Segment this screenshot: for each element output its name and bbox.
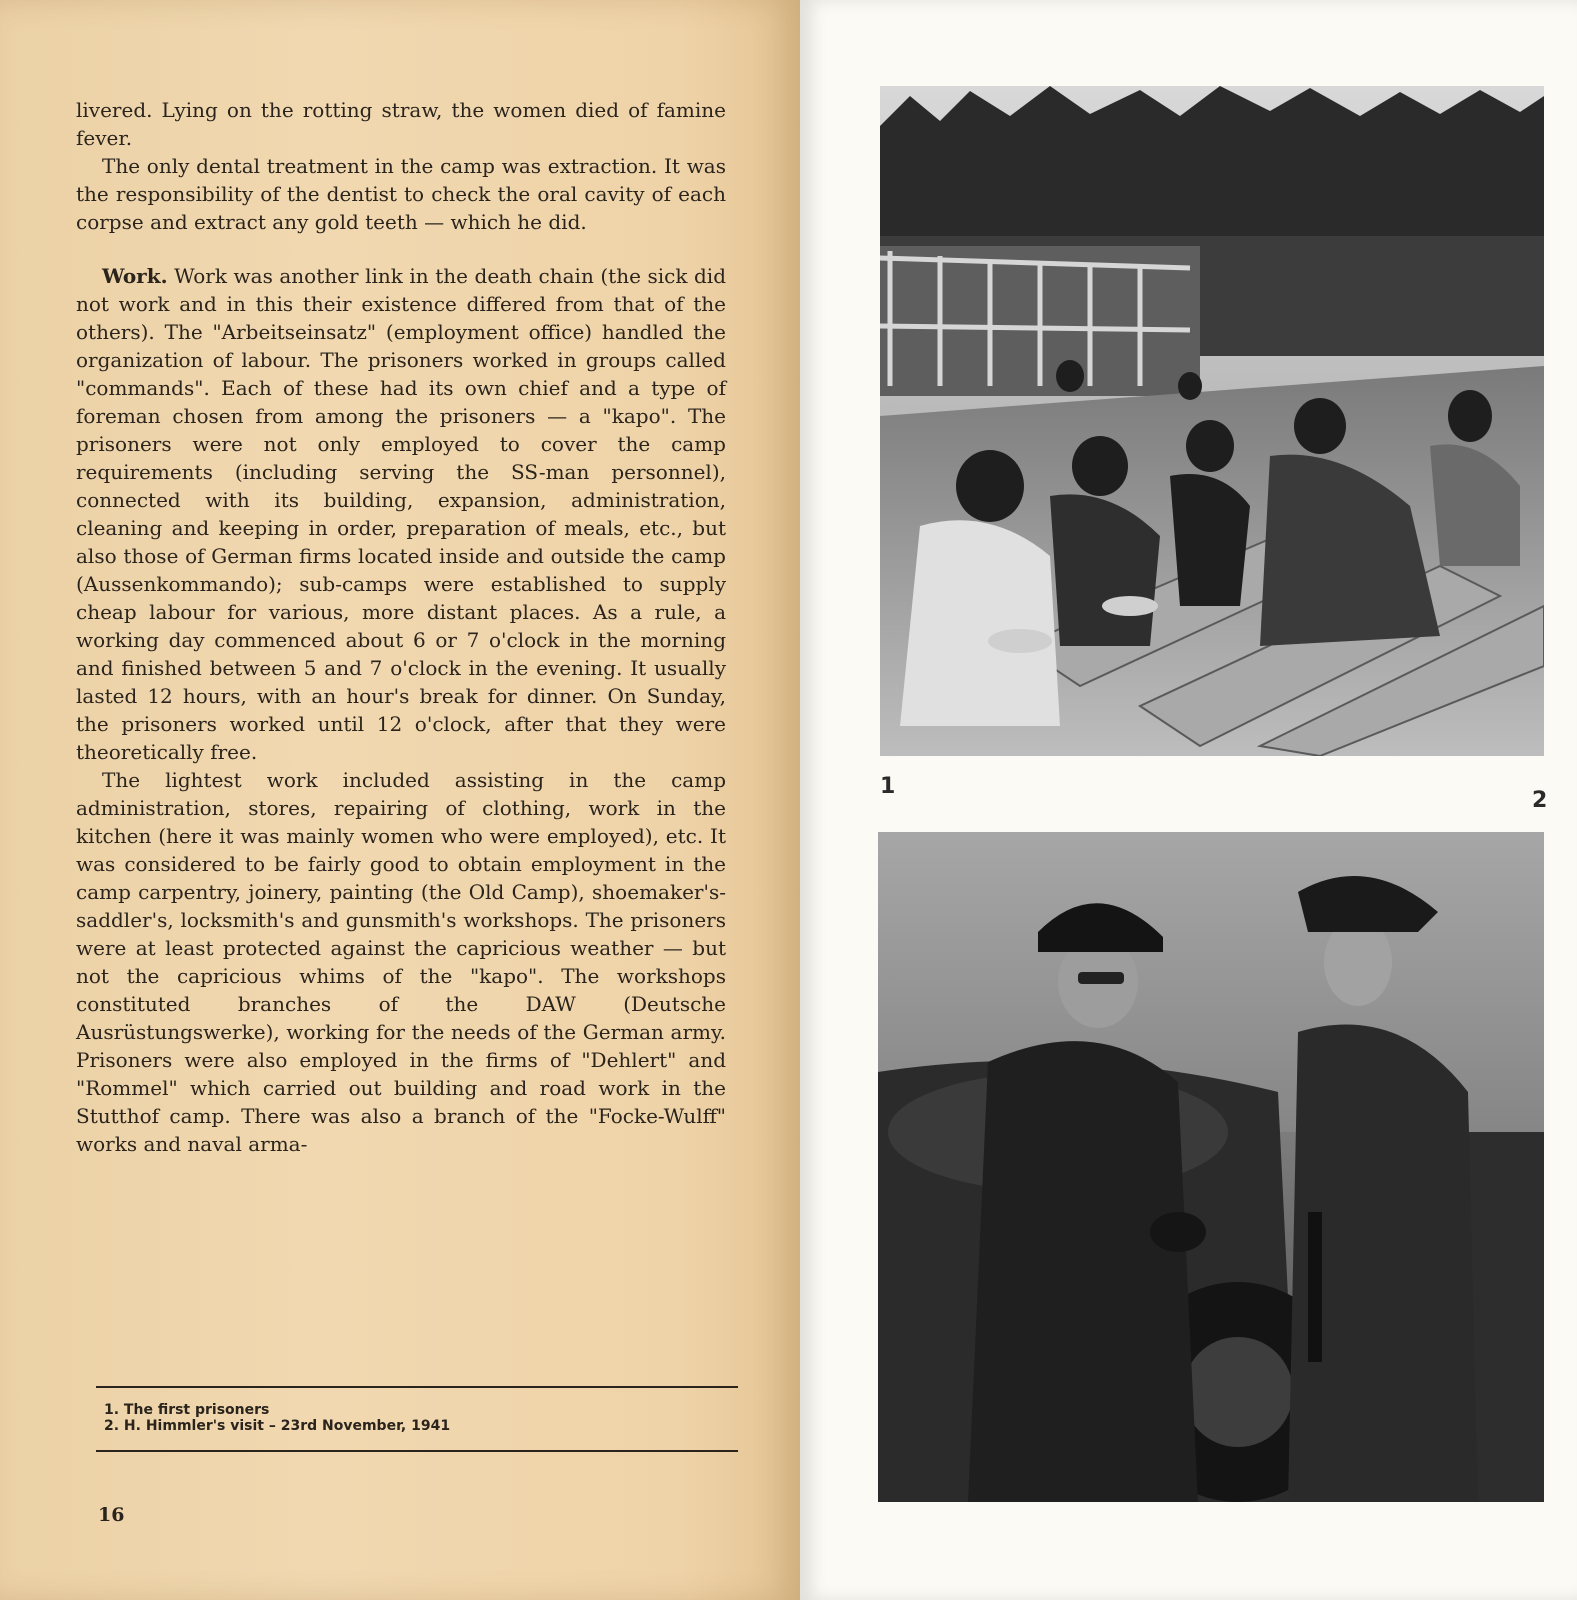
caption-bottom-rule — [96, 1450, 738, 1452]
plate-number-1: 1 — [880, 774, 896, 799]
paragraph-4: The lightest work included assisting in the camp administration, stores, repairing of clothing, work in the kitchen (here it was mainly women who were employed), etc. It was considered to be fairly good to obtain employment in the camp carpentry, joinery, painting (the Old Camp), shoemaker's-saddler's, locksmith's and gunsmith's workshops. The prisoners were at least protected against the capricious weather — but not the capricious whims of the "kapo". The workshops constituted branches of the DAW (Deutsche Ausrüstungswerke), working for the needs of the German army. Prisoners were also employed in the firms of "Dehlert" and "Rommel" which carried out building and road work in the Stutthof camp. There was also a branch of the "Focke-Wulff" works and naval arma- — [76, 768, 726, 1156]
plate-number-2: 2 — [1532, 788, 1548, 813]
work-lead: Work. — [102, 264, 168, 288]
caption-block — [96, 1386, 738, 1452]
paragraph-1: livered. Lying on the rotting straw, the women died of famine fever. — [76, 98, 726, 150]
caption-2: 2. H. Himmler's visit – 23rd November, 1941 — [104, 1418, 451, 1434]
page-number: 16 — [98, 1504, 125, 1526]
work-body: Work was another link in the death chain (the sick did not work and in this their existence differed from that of the others). The "Arbeitseinsatz" (employment office) handled the organization of labour. The prisoners worked in groups called "commands". Each of these had its own chief and a type of foreman chosen from among the prisoners — a "kapo". The prisoners were not only employed to cover the camp requirements (including serving the SS-man personnel), connected with its building, expansion, administration, cleaning and keeping in order, preparation of meals, etc., but also those of German firms located inside and outside the camp (Aussenkommando); sub-camps were established to supply cheap labour for various, more distant places. As a rule, a working day commenced about 6 or 7 o'clock in the morning and finished between 5 and 7 o'clock in the evening. It usually lasted 12 hours, with an hour's break for dinner. On Sunday, the prisoners worked until 12 o'clock, after that they were theoretically free. — [76, 264, 726, 764]
paragraph-3 — [76, 262, 726, 766]
photo-himmler-visit-image — [878, 832, 1544, 1502]
photo-himmler-visit — [878, 832, 1544, 1502]
paragraph-3-text — [76, 264, 726, 764]
photo-first-prisoners-image — [880, 86, 1544, 756]
body-text — [76, 96, 726, 1158]
photo-first-prisoners — [880, 86, 1544, 756]
paragraph-2: The only dental treatment in the camp was extraction. It was the responsibility of the dentist to check the oral cavity of each corpse and extract any gold teeth — which he did. — [76, 154, 726, 234]
caption-1: 1. The first prisoners — [104, 1402, 270, 1418]
right-page — [800, 0, 1577, 1600]
captions — [96, 1388, 738, 1450]
